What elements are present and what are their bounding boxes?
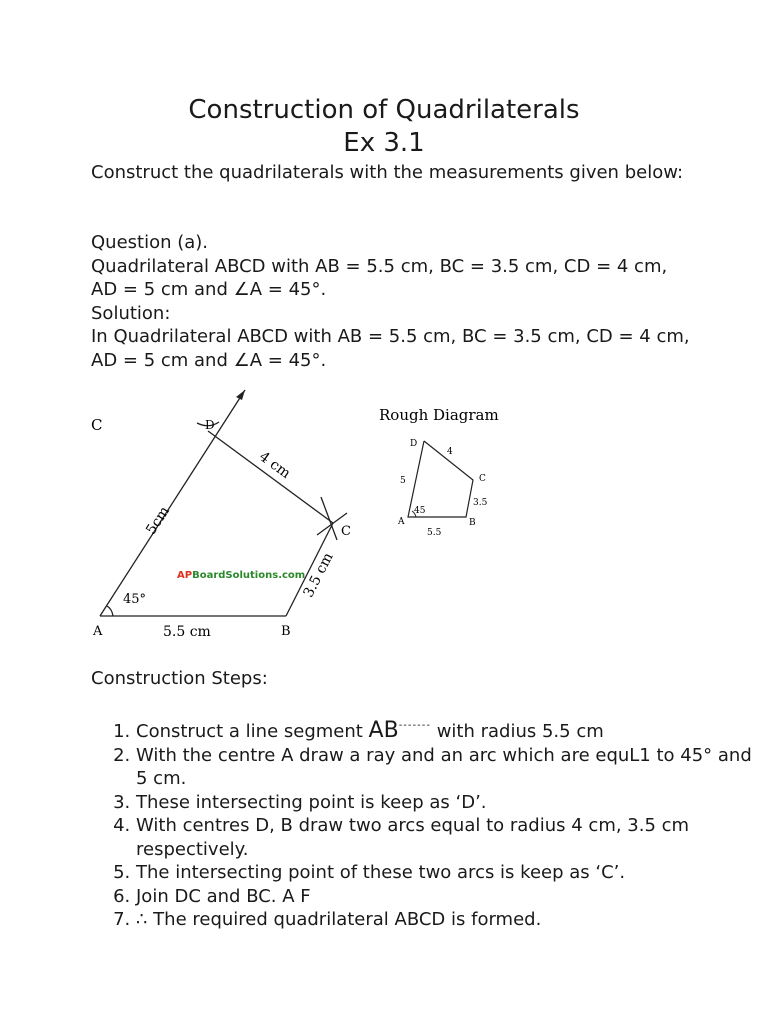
- label-side-ab: 5.5 cm: [163, 624, 211, 640]
- step-3: 3. These intersecting point is keep as ‘D’.: [136, 791, 756, 815]
- label-side-ad: 5cm: [143, 503, 173, 538]
- question-block: [91, 231, 691, 372]
- step-4: 4. With centres D, B draw two arcs equal to radius 4 cm, 3.5 cm respectively.: [136, 814, 756, 861]
- step-5: 5. The intersecting point of these two arcs is keep as ‘C’.: [136, 861, 756, 885]
- question-text: Quadrilateral ABCD with AB = 5.5 cm, BC = 3.5 cm, CD = 4 cm, AD = 5 cm and ∠A = 45°.: [91, 255, 668, 300]
- watermark-text: APBoardSolutions.com: [177, 570, 306, 581]
- solution-text: In Quadrilateral ABCD with AB = 5.5 cm, BC = 3.5 cm, CD = 4 cm, AD = 5 cm and ∠A = 45°.: [91, 326, 690, 371]
- label-side-dc: 4 cm: [256, 448, 294, 482]
- ray-ad: [100, 390, 245, 616]
- rough-diagram: [379, 406, 499, 538]
- rough-diagram-title: Rough Diagram: [379, 406, 499, 424]
- watermark: [177, 570, 305, 581]
- construction-figure: [85, 385, 515, 650]
- rough-label-c: C: [479, 474, 486, 484]
- rough-label-a: A: [398, 517, 405, 527]
- step-1: 1. Construct a line segment AB------- with radius 5.5 cm: [136, 714, 756, 744]
- rough-side-dc: 4: [447, 447, 453, 457]
- rough-label-d: D: [410, 439, 418, 449]
- label-a: A: [93, 624, 103, 639]
- label-d: D: [205, 418, 215, 432]
- page-title: Construction of Quadrilaterals: [188, 95, 580, 125]
- angle-arc-a: [107, 606, 113, 616]
- ray-arrowhead: [236, 390, 245, 400]
- step-2: 2. With the centre A draw a ray and an arc which are equL1 to 45° and 5 cm.: [136, 744, 756, 791]
- steps-list: [91, 714, 756, 932]
- question-label: Question (a).: [91, 232, 209, 253]
- steps-heading: Construction Steps:: [91, 668, 268, 689]
- arc-c-1: [321, 497, 337, 540]
- rough-angle: 45: [414, 506, 426, 516]
- label-c: C: [341, 524, 351, 539]
- rough-label-b: B: [469, 518, 476, 528]
- intro-text: Construct the quadrilaterals with the measurements given below:: [91, 162, 684, 183]
- rough-side-bc: 3.5: [473, 498, 488, 508]
- rough-side-ab: 5.5: [427, 528, 442, 538]
- segment-ab-notation: AB: [368, 718, 399, 743]
- step-7: 7. ∴ The required quadrilateral ABCD is formed.: [136, 908, 756, 932]
- rough-side-ad: 5: [400, 476, 406, 486]
- exercise-number: Ex 3.1: [343, 128, 425, 158]
- step-6: 6. Join DC and BC. A F: [136, 885, 756, 909]
- label-b: B: [281, 624, 291, 639]
- label-angle-a: 45°: [123, 592, 147, 607]
- segment-dc: [208, 431, 333, 523]
- corner-label-c: C: [91, 416, 103, 434]
- label-side-bc: 3.5 cm: [300, 550, 337, 601]
- solution-label: Solution:: [91, 302, 171, 324]
